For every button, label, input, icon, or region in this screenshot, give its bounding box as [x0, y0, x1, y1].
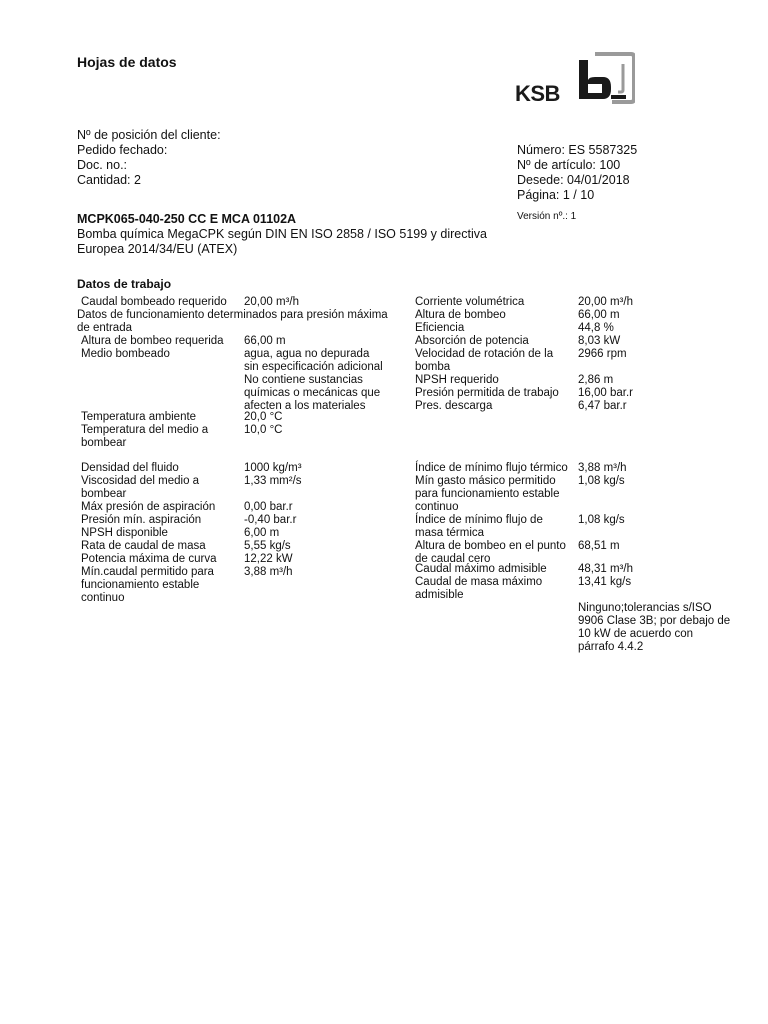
right-row-label: Caudal de masa máximo [415, 576, 543, 588]
left-row-label: Viscosidad del medio a [81, 475, 200, 487]
left-row-label: Altura de bombeo requerida [81, 335, 224, 347]
right-row-value: Ninguno;tolerancias s/ISO [578, 602, 712, 614]
right-row-value: 9906 Clase 3B; por debajo de [578, 615, 731, 627]
right-row-label: bomba [415, 361, 451, 373]
right-row-value: 10 kW de acuerdo con [578, 628, 694, 640]
right-row-value: 20,00 m³/h [578, 296, 633, 308]
left-row-label: Mín.caudal permitido para [81, 566, 214, 578]
left-row-value: 20,0 °C [244, 411, 283, 423]
right-row-value: 8,03 kW [578, 335, 621, 347]
product-code: MCPK065-040-250 CC E MCA 01102A [77, 212, 297, 226]
customer-position: Nº de posición del cliente: [77, 128, 221, 142]
right-row-value: 2,86 m [578, 374, 614, 386]
right-row-label: Absorción de potencia [415, 335, 529, 347]
section-title: Datos de trabajo [77, 277, 172, 291]
order-number: Número: ES 5587325 [517, 143, 638, 157]
left-row-label: Densidad del fluido [81, 462, 179, 474]
page-title: Hojas de datos [77, 54, 177, 70]
version-number: Versión nº.: 1 [517, 211, 577, 222]
right-row-label: Corriente volumétrica [415, 296, 525, 308]
left-row-label: bombear [81, 437, 127, 449]
right-row-value: párrafo 4.4.2 [578, 641, 644, 653]
right-row-value: 48,31 m³/h [578, 563, 633, 575]
right-row-label: Caudal máximo admisible [415, 563, 547, 575]
right-row-label: para funcionamiento estable [415, 488, 560, 500]
left-row-value: químicas o mecánicas que [244, 387, 381, 399]
quantity: Cantidad: 2 [77, 173, 141, 187]
left-row-value: 12,22 kW [244, 553, 293, 565]
left-row-label: continuo [81, 592, 125, 604]
left-row-value: 3,88 m³/h [244, 566, 293, 578]
left-row-value: 5,55 kg/s [244, 540, 291, 552]
left-row-label: Medio bombeado [81, 348, 170, 360]
left-row-value: 1,33 mm²/s [244, 475, 302, 487]
left-row-label: Caudal bombeado requerido [81, 296, 227, 308]
left-row-label: Potencia máxima de curva [81, 553, 217, 565]
right-row-value: 16,00 bar.r [578, 387, 633, 399]
left-row-value: -0,40 bar.r [244, 514, 297, 526]
left-row-label: bombear [81, 488, 127, 500]
left-row-label: Temperatura ambiente [81, 411, 197, 423]
order-dated: Pedido fechado: [77, 143, 168, 157]
right-row-value: 68,51 m [578, 540, 620, 552]
ksb-logo [515, 52, 639, 104]
right-row-label: Mín gasto másico permitido [415, 475, 556, 487]
right-row-label: Pres. descarga [415, 400, 493, 412]
right-row-label: NPSH requerido [415, 374, 499, 386]
left-row-value: 1000 kg/m³ [244, 462, 302, 474]
left-row-value: 20,00 m³/h [244, 296, 299, 308]
left-row-label: de entrada [77, 322, 132, 334]
left-row-value: sin especificación adicional [244, 361, 383, 373]
date: Desede: 04/01/2018 [517, 173, 630, 187]
right-row-label: Presión permitida de trabajo [415, 387, 559, 399]
left-row-label: Presión mín. aspiración [81, 514, 202, 526]
right-row-label: masa térmica [415, 527, 485, 539]
ksb-logo-mark-icon [575, 52, 635, 104]
left-row-value: agua, agua no depurada [244, 348, 370, 360]
left-row-value: No contiene sustancias [244, 374, 363, 386]
right-row-value: 44,8 % [578, 322, 614, 334]
left-row-value: 66,00 m [244, 335, 286, 347]
right-row-label: Altura de bombeo [415, 309, 506, 321]
product-description-line2: Europea 2014/34/EU (ATEX) [77, 242, 238, 256]
page-number: Página: 1 / 10 [517, 188, 595, 202]
left-row-value: afecten a los materiales [244, 400, 366, 412]
right-row-value: 1,08 kg/s [578, 514, 625, 526]
right-row-value: 2966 rpm [578, 348, 627, 360]
article-number: Nº de artículo: 100 [517, 158, 621, 172]
right-row-value: 66,00 m [578, 309, 620, 321]
logo-text: KSB [515, 81, 560, 106]
right-row-label: de caudal cero [415, 553, 491, 565]
left-row-label: Rata de caudal de masa [81, 540, 206, 552]
right-row-label: Índice de mínimo flujo térmico [415, 462, 568, 474]
left-row-value: 10,0 °C [244, 424, 283, 436]
left-row-value: 6,00 m [244, 527, 280, 539]
left-row-label: NPSH disponible [81, 527, 168, 539]
right-row-value: 1,08 kg/s [578, 475, 625, 487]
right-row-label: Velocidad de rotación de la [415, 348, 554, 360]
left-row-label: funcionamiento estable [81, 579, 200, 591]
right-row-label: continuo [415, 501, 459, 513]
right-row-label: Altura de bombeo en el punto [415, 540, 566, 552]
right-row-label: admisible [415, 589, 464, 601]
left-row-value: 0,00 bar.r [244, 501, 293, 513]
right-row-value: 13,41 kg/s [578, 576, 632, 588]
right-row-value: 6,47 bar.r [578, 400, 627, 412]
right-row-value: 3,88 m³/h [578, 462, 627, 474]
right-row-label: Índice de mínimo flujo de [415, 514, 543, 526]
doc-number: Doc. no.: [77, 158, 128, 172]
product-description-line1: Bomba química MegaCPK según DIN EN ISO 2858 / ISO 5199 y directiva [77, 227, 487, 241]
product-block [77, 212, 517, 257]
left-row-label: Datos de funcionamiento determinados para presión máxima [77, 309, 388, 321]
left-row-label: Temperatura del medio a [81, 424, 209, 436]
right-row-label: Eficiencia [415, 322, 465, 334]
left-row-label: Máx presión de aspiración [81, 501, 216, 513]
